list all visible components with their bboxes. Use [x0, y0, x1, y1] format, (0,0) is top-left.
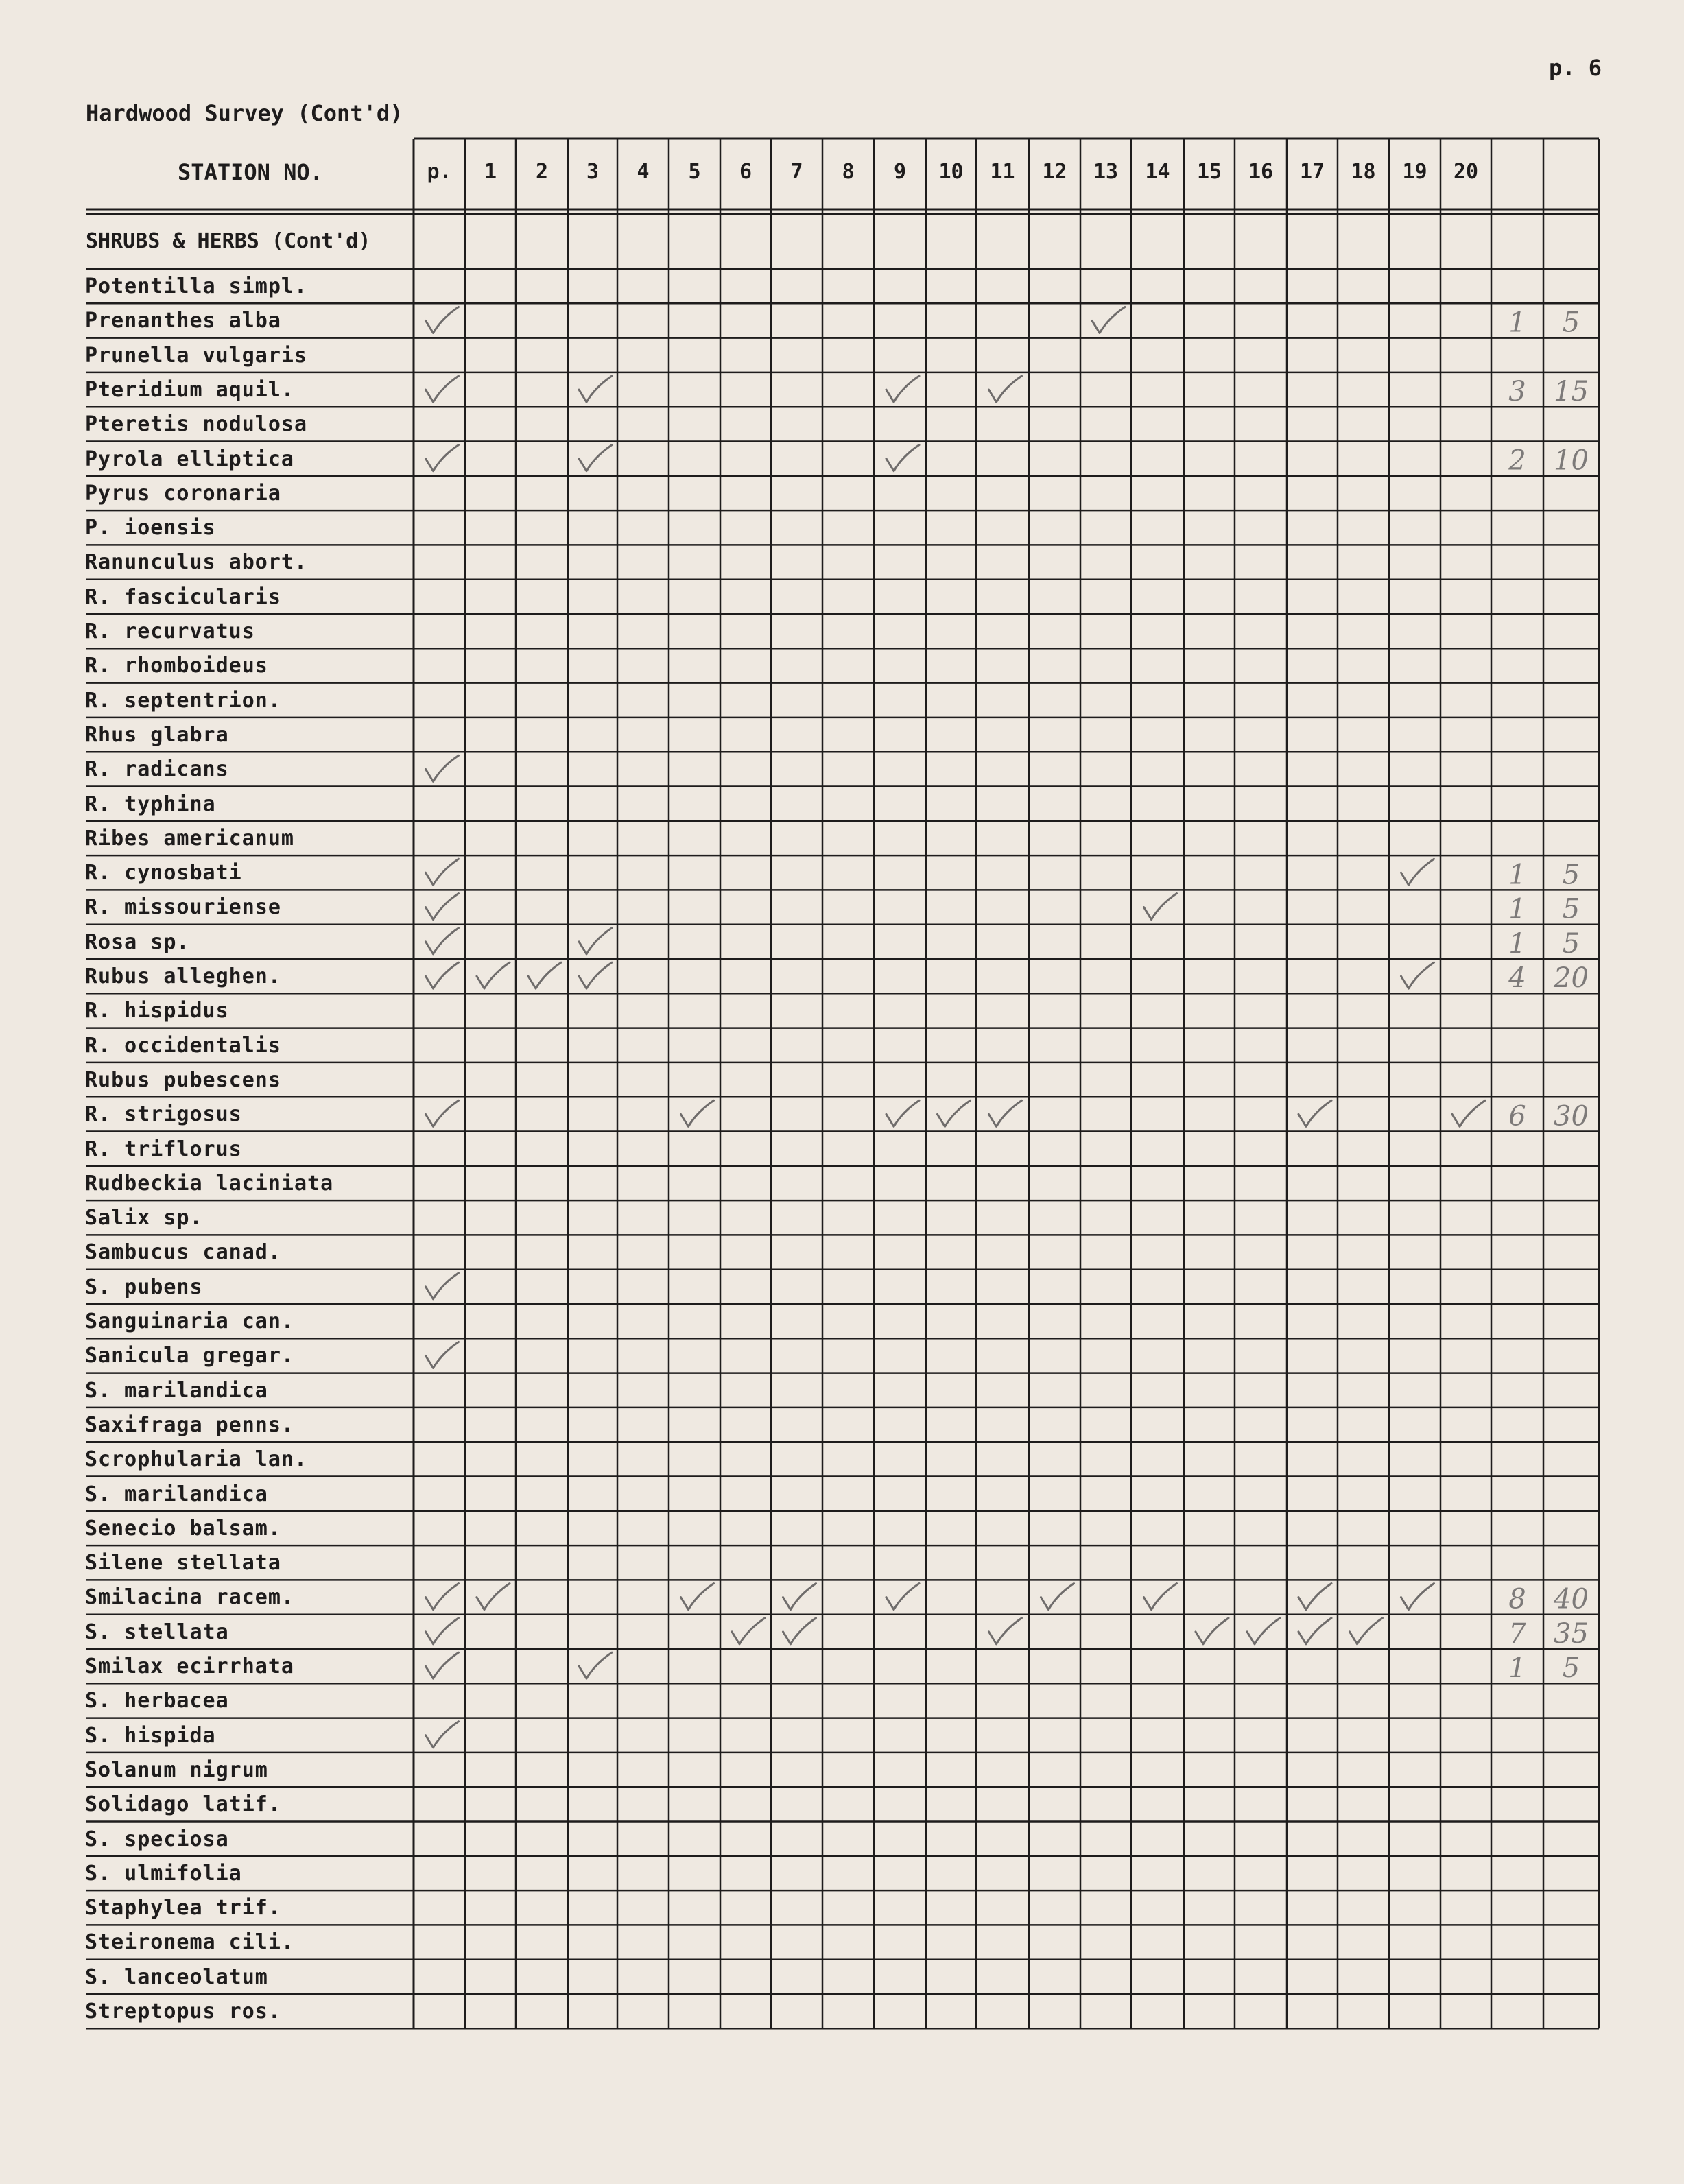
check-mark-icon	[426, 962, 459, 988]
check-mark-icon	[579, 376, 612, 402]
check-mark-icon	[1452, 1100, 1485, 1126]
species-name: Rubus pubescens	[85, 1067, 281, 1092]
species-name: Solidago latif.	[85, 1792, 281, 1817]
check-mark-icon	[579, 1652, 612, 1678]
species-name: Prenanthes alba	[85, 309, 281, 333]
check-mark-icon	[579, 445, 612, 471]
column-header: 9	[893, 160, 907, 184]
check-mark-icon	[426, 1722, 459, 1748]
species-name: R. strigosus	[85, 1102, 242, 1127]
column-header: 17	[1299, 160, 1325, 184]
page-number: p. 6	[1549, 55, 1602, 81]
species-name: Smilacina racem.	[85, 1585, 294, 1610]
check-mark-icon	[989, 1618, 1022, 1644]
species-name: Rudbeckia laciniata	[85, 1171, 334, 1196]
species-name: S. hispida	[85, 1723, 216, 1748]
column-header: 5	[688, 160, 701, 184]
check-mark-icon	[426, 1584, 459, 1610]
tally-count: 2	[1508, 444, 1526, 477]
species-name: Ribes americanum	[85, 826, 294, 851]
column-header: 10	[938, 160, 964, 184]
column-header: 3	[586, 160, 600, 184]
species-name: Rosa sp.	[85, 929, 190, 954]
check-mark-icon	[1401, 859, 1434, 885]
check-mark-icon	[783, 1584, 816, 1610]
check-mark-icon	[1298, 1100, 1331, 1126]
species-name: S. marilandica	[85, 1378, 268, 1403]
species-name: R. radicans	[85, 757, 229, 782]
species-name: Steironema cili.	[85, 1930, 294, 1955]
species-name: S. marilandica	[85, 1482, 268, 1506]
check-mark-icon	[426, 755, 459, 781]
species-name: Potentilla simpl.	[85, 274, 308, 298]
check-mark-icon	[1144, 894, 1177, 920]
column-header: 7	[790, 160, 803, 184]
tally-percent: 5	[1562, 859, 1580, 891]
tally-percent: 5	[1562, 1652, 1580, 1685]
check-mark-icon	[426, 376, 459, 402]
column-header: 11	[990, 160, 1015, 184]
species-name: Rubus alleghen.	[85, 964, 281, 988]
column-header: 1	[484, 160, 497, 184]
check-mark-icon	[1144, 1584, 1177, 1610]
species-name: R. rhomboideus	[85, 654, 268, 678]
check-mark-icon	[579, 928, 612, 954]
species-name: Sanicula gregar.	[85, 1344, 294, 1368]
species-name: S. lanceolatum	[85, 1965, 268, 1989]
column-header: 13	[1093, 160, 1119, 184]
tally-count: 1	[1508, 1652, 1526, 1685]
species-name: Staphylea trif.	[85, 1896, 281, 1921]
species-name: Streptopus ros.	[85, 1999, 281, 2023]
tally-percent: 40	[1554, 1583, 1589, 1615]
check-mark-icon	[426, 445, 459, 471]
tally-percent: 10	[1554, 444, 1589, 477]
station-header-label: STATION NO.	[178, 159, 323, 185]
check-mark-icon	[989, 376, 1022, 402]
species-name: Sanguinaria can.	[85, 1309, 294, 1333]
check-mark-icon	[938, 1100, 971, 1126]
column-header: 4	[637, 160, 650, 184]
check-mark-icon	[681, 1100, 714, 1126]
tally-count: 1	[1508, 893, 1526, 925]
check-mark-icon	[426, 894, 459, 920]
column-header: 18	[1351, 160, 1376, 184]
tally-count: 1	[1508, 927, 1526, 960]
check-mark-icon	[426, 1618, 459, 1644]
tally-count: 6	[1508, 1100, 1526, 1132]
document-title: Hardwood Survey (Cont'd)	[86, 100, 403, 126]
check-mark-icon	[426, 928, 459, 954]
species-name: S. herbacea	[85, 1689, 229, 1713]
check-mark-icon	[783, 1618, 816, 1644]
check-mark-icon	[886, 376, 919, 402]
column-header: p.	[427, 160, 452, 184]
check-mark-icon	[477, 962, 510, 988]
column-header: 16	[1248, 160, 1274, 184]
column-header: 2	[535, 160, 549, 184]
species-name: Silene stellata	[85, 1551, 281, 1576]
tally-count: 7	[1508, 1617, 1526, 1650]
species-name: Smilax ecirrhata	[85, 1654, 294, 1678]
tally-count: 1	[1508, 859, 1526, 891]
species-name: Senecio balsam.	[85, 1516, 281, 1541]
check-mark-icon	[681, 1584, 714, 1610]
check-mark-icon	[1401, 1584, 1434, 1610]
species-name: Solanum nigrum	[85, 1757, 268, 1782]
species-name: R. septentrion.	[85, 688, 281, 713]
check-mark-icon	[886, 1100, 919, 1126]
species-name: R. hispidus	[85, 999, 229, 1023]
check-mark-icon	[1401, 962, 1434, 988]
tally-percent: 20	[1554, 962, 1589, 995]
species-name: S. speciosa	[85, 1827, 229, 1851]
check-mark-icon	[528, 962, 561, 988]
species-name: Saxifraga penns.	[85, 1412, 294, 1437]
tally-percent: 30	[1554, 1100, 1589, 1132]
check-mark-icon	[886, 1584, 919, 1610]
tally-count: 4	[1508, 962, 1526, 995]
check-mark-icon	[426, 1273, 459, 1299]
species-name: Ranunculus abort.	[85, 550, 308, 575]
check-mark-icon	[426, 307, 459, 333]
species-name: Prunella vulgaris	[85, 343, 308, 368]
species-name: P. ioensis	[85, 516, 216, 541]
tally-percent: 5	[1562, 893, 1580, 925]
species-name: Pyrus coronaria	[85, 481, 281, 506]
species-name: R. occidentalis	[85, 1033, 281, 1058]
check-mark-icon	[1041, 1584, 1074, 1610]
column-header: 8	[842, 160, 855, 184]
species-name: R. typhina	[85, 792, 216, 816]
section-label: SHRUBS & HERBS (Cont'd)	[86, 229, 371, 253]
tally-count: 8	[1508, 1583, 1526, 1615]
tally-percent: 5	[1562, 927, 1580, 960]
check-mark-icon	[579, 962, 612, 988]
check-mark-icon	[1092, 307, 1125, 333]
column-header: 20	[1453, 160, 1479, 184]
tally-count: 1	[1508, 307, 1526, 339]
species-name: Pyrola elliptica	[85, 447, 294, 471]
check-mark-icon	[1298, 1584, 1331, 1610]
column-header: 19	[1402, 160, 1427, 184]
check-mark-icon	[1247, 1618, 1280, 1644]
column-header: 14	[1145, 160, 1170, 184]
check-mark-icon	[426, 1342, 459, 1368]
tally-percent: 15	[1554, 376, 1589, 408]
species-name: R. fascicularis	[85, 584, 281, 609]
column-header: 6	[739, 160, 752, 184]
check-mark-icon	[989, 1100, 1022, 1126]
check-mark-icon	[1350, 1618, 1383, 1644]
species-name: R. triflorus	[85, 1137, 242, 1161]
tally-count: 3	[1508, 376, 1526, 408]
check-mark-icon	[477, 1584, 510, 1610]
tally-percent: 35	[1554, 1617, 1589, 1650]
check-mark-icon	[1298, 1618, 1331, 1644]
species-name: R. missouriense	[85, 895, 281, 920]
check-mark-icon	[426, 1100, 459, 1126]
check-mark-icon	[732, 1618, 765, 1644]
check-mark-icon	[426, 859, 459, 885]
species-name: Pteretis nodulosa	[85, 412, 308, 437]
check-mark-icon	[426, 1652, 459, 1678]
species-name: Pteridium aquil.	[85, 377, 294, 402]
check-mark-icon	[886, 445, 919, 471]
species-name: R. cynosbati	[85, 861, 242, 886]
species-name: S. pubens	[85, 1274, 203, 1299]
species-name: Sambucus canad.	[85, 1240, 281, 1265]
check-mark-icon	[1196, 1618, 1229, 1644]
species-name: Scrophularia lan.	[85, 1447, 308, 1472]
species-name: R. recurvatus	[85, 619, 255, 643]
species-name: Salix sp.	[85, 1206, 203, 1231]
species-name: Rhus glabra	[85, 722, 229, 747]
species-name: S. stellata	[85, 1619, 229, 1644]
tally-percent: 5	[1562, 307, 1580, 339]
column-header: 12	[1042, 160, 1067, 184]
species-name: S. ulmifolia	[85, 1861, 242, 1886]
column-header: 15	[1196, 160, 1222, 184]
